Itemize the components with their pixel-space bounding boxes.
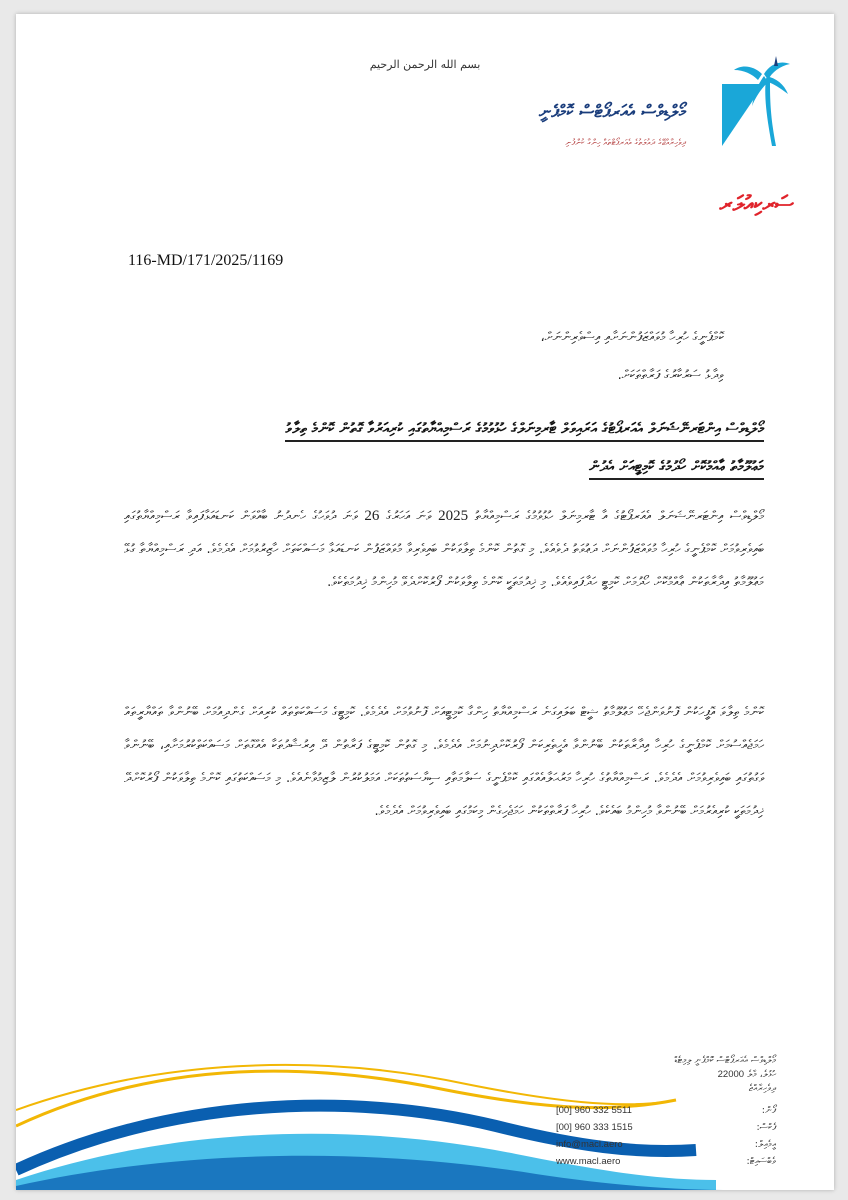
footer-web-row xyxy=(556,1153,776,1170)
basmala: بسم الله الرحمن الرحيم xyxy=(369,58,481,71)
subject xyxy=(124,410,764,486)
paragraph-1-year: 2025 xyxy=(438,508,469,524)
address-line-2: ވިދާޅު ސަރުކާރުގެ ފަރާތްތަކަށް. xyxy=(617,368,724,383)
footer-address-line-2: ހުޅުލެ، މާލެ xyxy=(747,1069,776,1080)
company-logo xyxy=(538,54,794,164)
website-link[interactable]: www.macl.aero xyxy=(556,1156,621,1167)
footer-address-line-3: ދިވެހިރާއްޖެ xyxy=(748,1083,776,1094)
paragraph-1-rest: ވަނަ ދުވަހުގެ ހެނދުނު ބާއްވަން ކަނޑައަޅާފައިވާ ރަސްމިއްޔާތުގައި ބައިވެރިވުމަށް ކޮމްޕެނީގެ ހުރިހާ މުވައްޒަފުންނަށް ދަޢުވަތު ދެވެއެވެ. މި ގޮތުން ކޮންމެ ތިލާވަކުން ބައިވެރިވާ މުވައްޒަފުން ކަނޑައަޅާ މަސައްކަތަށް ހާޒިރުވުމަށް އެދެމެވެ. އަދި ރަސްމިއްޔާތާ ގުޅޭ މަޢުލޫމާތު އިދާރާތަކުން ޢާއްމުކޮށް ހޯދުމަށް ކޮމިޓީ ހަދާފައިވެއެވެ. މި ޚިދުމަތަކީ ކޮންމެ ތިލާވަކުން ފޯރުކޮށްދެވޭ މުހިންމު ޚިދުމަތެކެވެ. xyxy=(124,509,764,590)
company-name: މޯލްޑިވްސް އެއަރޕޯޓްސް ކޮމްޕެނީ xyxy=(538,102,686,122)
footer-fax-row xyxy=(556,1119,776,1136)
footer-contacts xyxy=(556,1054,776,1170)
footer-phone-row xyxy=(556,1102,776,1119)
website-label: ވެބްސައިޓް: xyxy=(746,1156,776,1167)
footer-address-line-1: މޯލްޑިވްސް އެއަރޕޯޓްސް ކޮމްޕެނީ ލިމިޓެޑް xyxy=(674,1055,776,1066)
subject-line-2: މަޢުލޫމާތު ޢާއްމުކޮށް ހޯދުމުގެ ކޮމިޓީއަށް އެދުން xyxy=(589,459,764,480)
circular-stamp: ސަރކިއުލަރ xyxy=(719,192,794,217)
email-link[interactable]: info@macl.aero xyxy=(556,1139,623,1150)
phone-label: ފޯން: xyxy=(761,1105,776,1116)
fax-number: [00] 960 333 1515 xyxy=(556,1122,633,1133)
footer-address xyxy=(556,1054,776,1096)
palm-logo-icon xyxy=(714,54,794,154)
paragraph-1-start: މޯލްޑިވްސް އިންޓަރނޭޝަނަލް އެއަރޕޯޓުގެ އާ ޓާރމިނަލް ހުޅުވުމުގެ ރަސްމިއްޔާތު xyxy=(474,509,764,524)
footer-email-row xyxy=(556,1136,776,1153)
reference-number: 116-MD/171/2025/1169 xyxy=(128,252,284,269)
subject-line-1: މޯލްޑިވްސް އިންޓަރނޭޝަނަލް އެއަރޕޯޓުގެ އަރައިވަލް ޓާރމިނަލްގެ ހުޅުވުމުގެ ރަސްމިއްޔާތުގައި ކުރިއަރުވާ ގޮތުން ކޮންމެ ތިލާވު xyxy=(285,421,764,442)
letter-page xyxy=(16,14,834,1190)
fax-label: ފެކްސް: xyxy=(756,1122,776,1133)
company-subtitle: ދިވެހިރާއްޖޭގެ ދައުލަތުގެ އެއަރޕޯޓްތައް ހިންގާ ކުންފުނި xyxy=(565,138,686,148)
paragraph-1 xyxy=(124,500,764,599)
paragraph-1-mid: ވަނަ އަހަރުގެ xyxy=(386,509,432,524)
paragraph-1-day: 26 xyxy=(364,508,380,524)
email-label: އީމެއިލް: xyxy=(754,1139,776,1150)
footer-postcode: 22000 xyxy=(717,1069,745,1080)
paragraph-2: ކޮންމެ ތިލާވަ އޮފީހަކުން ފޮނުވަންޖެހޭ މަޢުލޫމާތު ޝީޓް ބަލައިގަނެ ރަސްމިއްޔާތު ހިންގާ ކޮމިޓީއަށް ފޮނުވުމަށް އެދެމެވެ. ކޮމިޓީގެ މަސައްކަތްތައް ކުރިއަށް ގެންދިއުމަށް ބޭނުންވާ ތައްޔާރީތައް ހަމަޖެއްސުމަށް ކޮމްޕެނީގެ ހުރިހާ އިދާރާތަކުން ބޭނުންވާ އެހީތެރިކަން ފޯރުކޮށްދިނުމަށް އެދެމެވެ. މި ގޮތުން ކޮމިޓީގެ ފަރާތުން ދޭ އިރުޝާދުތަކާ އެއްގޮތަށް މަސައްކަތްކުރުމަށާއި، ބޭނުންވާ ވަގުތުގައި ބައިވެރިވުމަށް އެދެމެވެ. ރަސްމިއްޔާތުގެ ހުރިހާ މަރުޙަލާއެއްގައި ކޮމްޕެނީގެ ސަލާމަތާއި ސިޔާސަތުތަކަށް އަމަލުކުރުން ލާޒިމުވާނެއެވެ. މި މަސައްކަތުގައި ކޮންމެ ތިލާވަކުން ފޯރުކޮށްދޭ ޚިދުމަތަކީ ކުރިއެރުމަށް ބޭނުންވާ މުހިންމު ބައެކެވެ. ހުރިހާ ފަރާތްތަކުން ހަމަޖެހިގެން މިކަމުގައި ބައިވެރިވުމަށް އެދެމެވެ. xyxy=(124,705,764,819)
address-line-1: ކޮމްޕެނީގެ ހުރިހާ މުވައްޒަފުންނަށާއި އިސްވެރިންނަށް، xyxy=(540,330,724,345)
phone-number: [00] 960 332 5511 xyxy=(556,1105,632,1116)
